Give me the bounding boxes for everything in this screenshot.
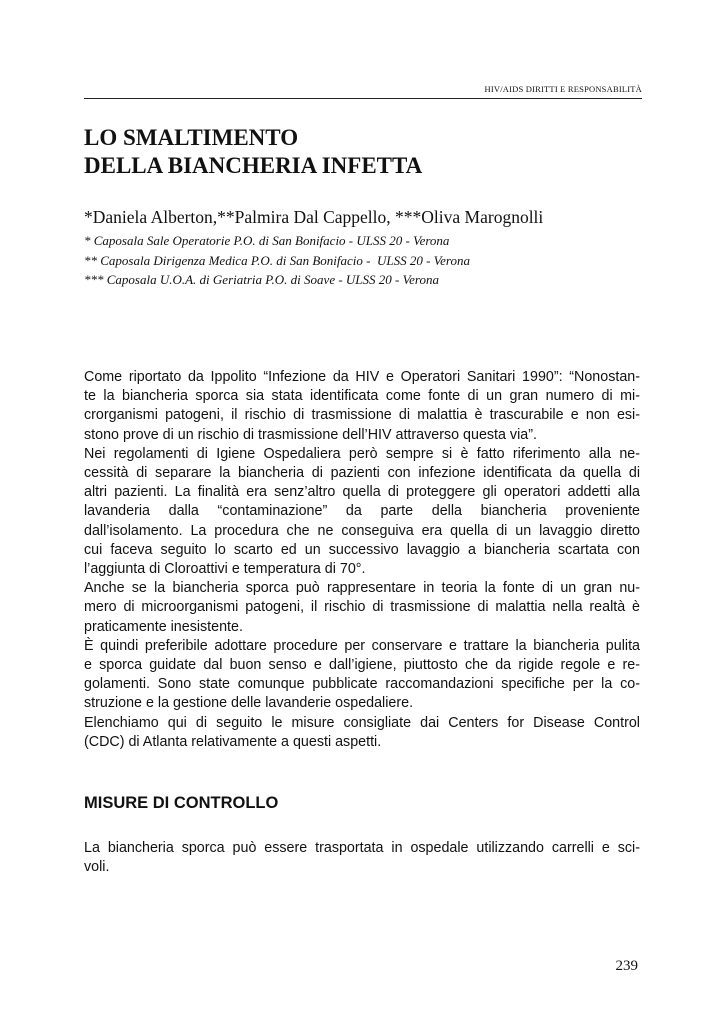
body-line: mero di microorganismi patogeni, il rischio di trasmissione di malattia nella realtà è [84, 599, 640, 616]
running-header: HIV/AIDS DIRITTI E RESPONSABILITÀ [484, 84, 642, 94]
body-line: praticamente inesistente. [84, 618, 243, 635]
body-line: Anche se la biancheria sporca può rappresentare in teoria la fonte di un gran nu- [84, 580, 640, 597]
body-line: cui faceva seguito lo scarto ed un successivo lavaggio a biancheria scartata con [84, 541, 640, 558]
affiliation: *** Caposala U.O.A. di Geriatria P.O. di Soave - ULSS 20 - Verona [84, 272, 439, 288]
affiliations [84, 231, 470, 290]
body-line: te la biancheria sporca sia stata identificata come fonte di un gran numero di mi- [84, 388, 640, 405]
affiliation: ** Caposala Dirigenza Medica P.O. di San Bonifacio - ULSS 20 - Verona [84, 252, 471, 268]
body-line: È quindi preferibile adottare procedure per conservare e trattare la biancheria pulita [84, 637, 640, 654]
body-line: golamenti. Sono state comunque pubblicate raccomandazioni specifiche per la co- [84, 676, 640, 693]
title-line: DELLA BIANCHERIA INFETTA [84, 153, 423, 178]
body-line: Nei regolamenti di Igiene Ospedaliera però sempre si è fatto riferimento alla ne- [84, 445, 640, 462]
body-line: l’aggiunta di Cloroattivi e temperatura di 70°. [84, 561, 366, 578]
article-title [84, 124, 422, 180]
body-line: crorganismi patogeni, il rischio di trasmissione di malattia è trascurabile e non esi- [84, 407, 640, 424]
body-line: dall’isolamento. La procedura che ne conseguiva era quella di un lavaggio diretto [84, 522, 640, 539]
title-line: LO SMALTIMENTO [84, 125, 299, 150]
body-line: e sporca guidate dal buon senso e dall’igiene, piuttosto che da rigide regole e re- [84, 657, 640, 674]
affiliation: * Caposala Sale Operatorie P.O. di San Bonifacio - ULSS 20 - Verona [84, 233, 450, 248]
section-line: La biancheria sporca può essere trasportata in ospedale utilizzando carrelli e sci- [84, 840, 640, 856]
body-line: altri pazienti. La finalità era senz’altro quella di proteggere gli operatori addetti alla [84, 484, 640, 501]
section-body [84, 839, 640, 877]
body-line: struzione e la gestione delle lavanderie ospedaliere. [84, 695, 414, 712]
body-line: lavanderia dalla “contaminazione” da parte della biancheria proveniente [84, 503, 640, 520]
body-line: Elenchiamo qui di seguito le misure consigliate dai Centers for Disease Control [84, 714, 640, 731]
body-text [84, 368, 640, 752]
header-rule [84, 98, 642, 99]
section-heading: MISURE DI CONTROLLO [84, 794, 279, 812]
body-line: Come riportato da Ippolito “Infezione da HIV e Operatori Sanitari 1990”: “Nonostan- [84, 369, 640, 385]
page-number: 239 [615, 958, 638, 974]
body-line: stono prove di un rischio di trasmissione dell’HIV attraverso questa via”. [84, 426, 537, 443]
body-line: cessità di separare la biancheria di pazienti con infezione identificata da quella di [84, 465, 640, 482]
section-line: voli. [84, 859, 110, 876]
body-line: (CDC) di Atlanta relativamente a questi aspetti. [84, 733, 382, 750]
authors: *Daniela Alberton,**Palmira Dal Cappello, ***Oliva Marognolli [84, 207, 544, 227]
